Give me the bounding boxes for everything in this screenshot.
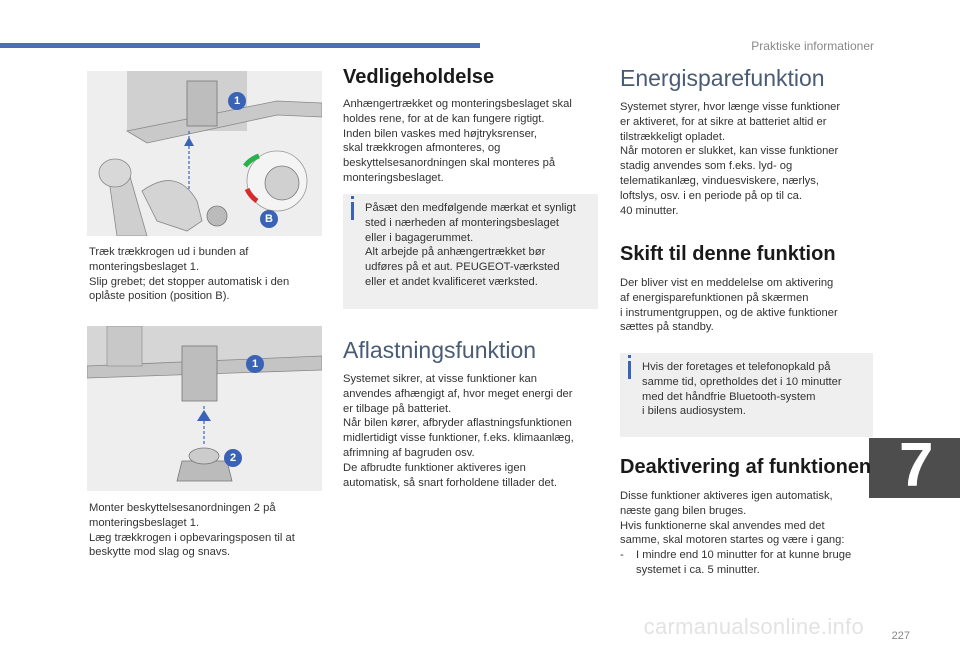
callout-badge-b: B xyxy=(260,210,278,228)
paragraph-energy-saving: Systemet styrer, hvor længe visse funktioner er aktiveret, for at sikre at batteriet altid er tilstrækkeligt opladet. Når motoren er slukket, kan visse funktioner stadig anvendes som f.eks. lyd- og telematikanlæg, vinduesviskere, nærlys, loftslys, osv. i en periode på op til ca. 40 minutter. xyxy=(620,101,841,217)
callout-badge-2: 2 xyxy=(224,449,242,467)
dash-list-item: - I mindre end 10 minutter for at kunne bruge systemet i ca. 5 minutter. xyxy=(620,549,852,576)
watermark: carmanualsonline.info xyxy=(643,614,864,639)
paragraph-deactivation: Disse funktioner aktiveres igen automatisk, næste gang bilen bruges. Hvis funktionerne skal anvendes med det samme, skal motoren startes og være i gang: - I mindre end 10 minutter for at kunne bruge systemet i ca. 5 minutter. xyxy=(620,490,852,576)
figure-protector-fitting xyxy=(87,326,322,491)
header-accent-bar xyxy=(0,43,480,48)
tow-hook-illustration xyxy=(87,71,322,236)
dash-marker: - xyxy=(620,549,624,562)
page-number: 227 xyxy=(891,630,910,642)
list-item: Monter beskyttelsesanordningen 2 på monteringsbeslaget 1. xyxy=(89,502,276,529)
list-item: Læg trækkrogen i opbevaringsposen til at beskytte mod slag og snavs. xyxy=(89,531,295,559)
info-icon xyxy=(628,361,631,379)
chapter-tab xyxy=(869,431,960,500)
instruction-list-1 xyxy=(75,245,325,304)
heading-energy-saving: Energisparefunktion xyxy=(620,65,825,91)
paragraph-maintenance: Anhængertrækket og monteringsbeslaget skal holdes rene, for at de kan fungere rigtigt. Inden bilen vaskes med højtryksrenser, skal trækkrogen afmonteres, og beskyttelsesanordningen skal monteres på monteringsbeslaget. xyxy=(343,98,572,184)
heading-load-shedding: Aflastningsfunktion xyxy=(343,337,537,363)
chapter-number: 7 xyxy=(899,431,934,500)
info-box-phone-call: Hvis der foretages et telefonopkald på samme tid, opretholdes det i 10 minutter med det håndfrie Bluetooth-system i bilens audiosystem. xyxy=(620,353,873,437)
heading-maintenance: Vedligeholdelse xyxy=(343,66,495,88)
instruction-list-2 xyxy=(75,501,325,560)
callout-badge-1: 1 xyxy=(228,92,246,110)
list-item: Træk trækkrogen ud i bunden af monteringsbeslaget 1. xyxy=(89,246,249,273)
list-item: Slip grebet; det stopper automatisk i den oplåste position (position B). xyxy=(89,275,290,303)
callout-badge-1: 1 xyxy=(246,355,264,373)
figure-tow-hook-removal xyxy=(87,71,322,236)
info-icon xyxy=(351,202,354,220)
info-box-sticker: Påsæt den medfølgende mærkat et synligt sted i nærheden af monteringsbeslaget eller i bagagerummet. Alt arbejde på anhængertrækket bør udføres på et aut. PEUGEOT-værksted eller et andet kvalificeret værksted. xyxy=(343,194,598,309)
heading-switch-mode: Skift til denne funktion xyxy=(620,243,836,265)
protector-illustration xyxy=(87,326,322,491)
heading-deactivation: Deaktivering af funktionen xyxy=(620,456,872,478)
paragraph-load-shedding: Systemet sikrer, at visse funktioner kan anvendes afhængigt af, hvor meget energi der er tilbage på batteriet. Når bilen kører, afbryder aflastningsfunktionen midlertidigt visse funktioner, f.eks. klimaanlæg, afrimning af bagruden osv. De afbrudte funktioner aktiveres igen automatisk, så snart forholdene tillader det. xyxy=(343,373,574,489)
section-title: Praktiske informationer xyxy=(751,39,874,53)
paragraph-switch-mode: Der bliver vist en meddelelse om aktivering af energisparefunktionen på skærmen i instrumentgruppen, og de aktive funktioner sættes på standby. xyxy=(620,277,838,334)
